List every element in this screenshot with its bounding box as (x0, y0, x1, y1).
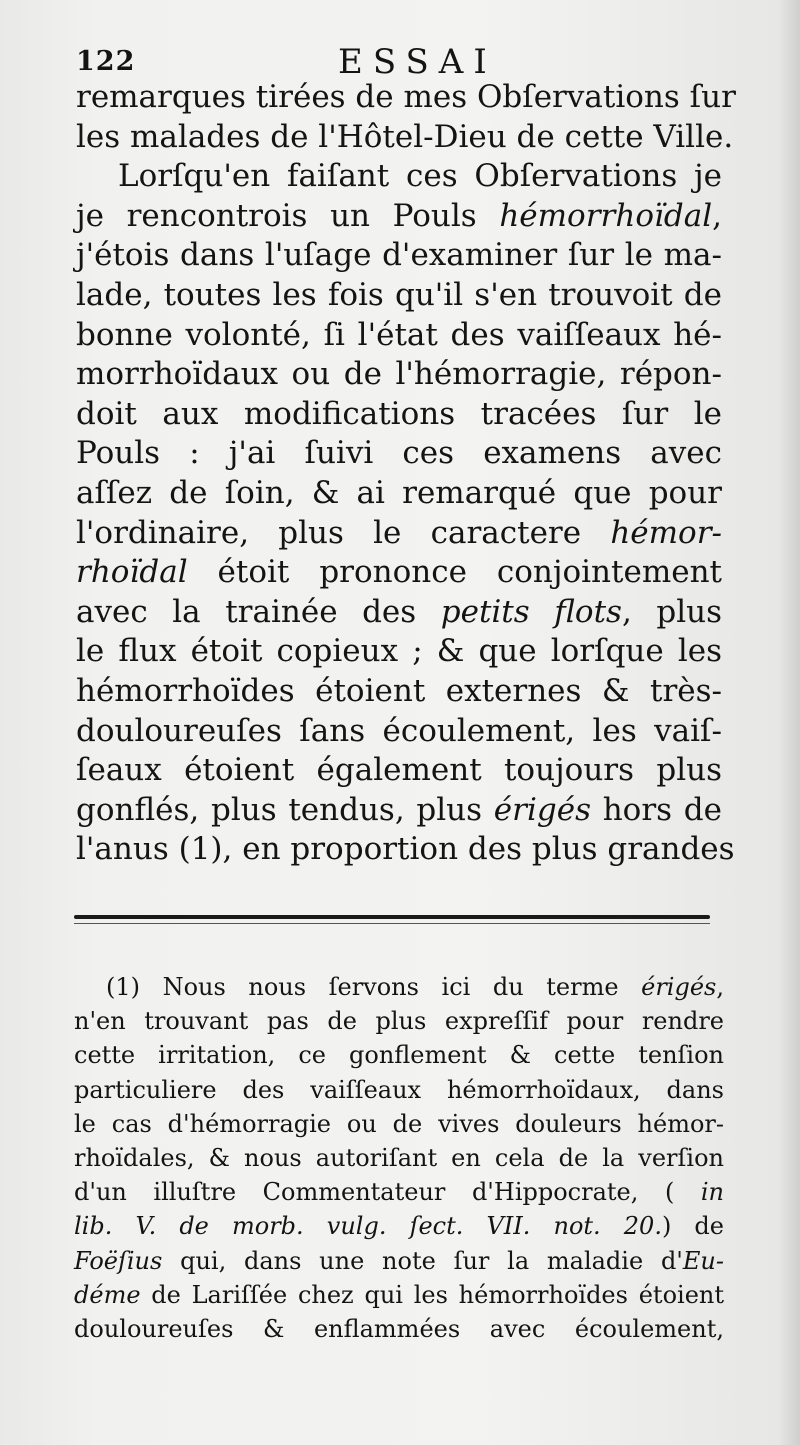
body-line-text: avec la trainée des (76, 593, 441, 630)
footnote-line-text: ) de (661, 1212, 724, 1241)
footnote-line (74, 1004, 724, 1038)
body-line (76, 712, 722, 752)
body-line-text: ſeaux étoient également toujours plus (76, 752, 722, 789)
body-line-text: hémorrhoïdal (499, 197, 713, 234)
body-line-text: le flux étoit copieux ; & que lorſque les (76, 633, 722, 670)
footnote-line-text: rhoïdales, & nous autoriſant en cela de la verſion (74, 1143, 724, 1172)
body-line (76, 553, 722, 593)
footnote-line (74, 1244, 724, 1278)
body-line (76, 276, 722, 316)
body-line-text: remarques tirées de mes Obſervations ſur (76, 79, 736, 115)
body-line (76, 830, 735, 870)
footnote-line-text: Foëſius (74, 1246, 163, 1275)
footnote-line-text: qui, dans une note ſur la maladie d' (162, 1246, 683, 1275)
footnote-line-text: n'en trouvant pas de plus expreſſif pour rendre (74, 1007, 724, 1036)
body-line (76, 157, 722, 197)
body-line-text: doit aux modifications tracées ſur le (76, 395, 722, 432)
body-line-text: érigés (493, 791, 591, 828)
footnote-line-text: lib. V. de morb. vulg. ſect. VII. not. 20. (74, 1212, 662, 1241)
body-line (76, 197, 722, 237)
footnote-line (74, 1175, 724, 1209)
footnote-line-text: douloureuſes & enflammées avec écoulement, (74, 1314, 724, 1343)
body-line (76, 236, 722, 276)
body-line-text: petits flots (440, 593, 622, 630)
body-line (76, 434, 722, 474)
page-header (76, 42, 720, 82)
body-line-text: hors de (590, 791, 722, 828)
body-line-text: j'étois dans l'uſage d'examiner ſur le ma- (76, 237, 722, 274)
footnote-line-text: le cas d'hémorragie ou de vives douleurs hémor- (74, 1109, 724, 1138)
body-line (76, 474, 722, 514)
footnote-line-text: Eu- (682, 1246, 724, 1275)
footnote-line (74, 1107, 724, 1141)
body-line (76, 395, 722, 435)
footnote-line-text: , (716, 973, 724, 1001)
body-line (76, 632, 722, 672)
footnote-line (74, 1278, 724, 1312)
body-line (76, 593, 722, 633)
footnote-line-text: (1) Nous nous ſervons ici du terme (106, 973, 642, 1001)
body-line-text: , (712, 197, 722, 234)
body-line-text: douloureuſes ſans écoulement, les vaiſ- (76, 712, 722, 749)
footnote-separator-hairline (74, 923, 710, 924)
body-line (76, 118, 734, 158)
body-line-text: gonflés, plus tendus, plus (76, 791, 494, 828)
footnote-separator-rule (74, 915, 710, 919)
body-line (76, 751, 722, 791)
footnote-line (74, 1073, 724, 1107)
body-line (76, 791, 722, 831)
body-line-text: l'anus (1), en proportion des plus grandes (76, 831, 735, 868)
body-line-text: lade, toutes les fois qu'il s'en trouvoit de (76, 276, 722, 313)
body-line-text: rhoïdal (76, 554, 188, 591)
body-line (76, 355, 722, 395)
body-line (76, 78, 736, 118)
footnote-line-text: érigés (641, 973, 717, 1001)
footnote-block (74, 970, 724, 1346)
body-line-text: Pouls : j'ai ſuivi ces examens avec (76, 435, 722, 472)
body-line (76, 316, 722, 356)
body-line-text: hémorrhoïdes étoient externes & très- (76, 672, 722, 709)
body-line-text: morrhoïdaux ou de l'hémorragie, répon- (76, 356, 722, 393)
footnote-line-text: cette irritation, ce gonflement & cette tenſion (74, 1041, 724, 1070)
body-line (76, 672, 722, 712)
body-line-text: hémor- (610, 514, 722, 551)
footnote-line (74, 1209, 724, 1243)
body-line (76, 514, 722, 554)
body-line-text: l'ordinaire, plus le caractere (76, 514, 611, 551)
body-line-text: les malades de l'Hôtel-Dieu de cette Ville. (76, 118, 734, 155)
footnote-line (74, 1141, 724, 1175)
footnote-line-text: particuliere des vaiſſeaux hémorrhoïdaux, dans (74, 1075, 724, 1104)
main-text-block (76, 78, 736, 870)
footnote-line-text: d'un illuſtre Commentateur d'Hippocrate, ( (74, 1178, 701, 1207)
footnote-line-text: in (700, 1178, 724, 1207)
footnote-line (74, 1312, 724, 1346)
body-line-text: Lorſqu'en faiſant ces Obſervations je (118, 158, 722, 195)
body-line-text: étoit prononce conjointement (187, 554, 722, 591)
footnote-line-text: de Lariſſée chez qui les hémorrhoïdes étoient (140, 1280, 724, 1309)
body-line-text: bonne volonté, ſi l'état des vaiſſeaux hé- (76, 316, 722, 353)
page-edge-shadow (778, 0, 800, 1445)
body-line-text: aſſez de ſoin, & ai remarqué que pour (76, 474, 722, 511)
running-head: ESSAI (338, 42, 497, 82)
body-line-text: , plus (621, 593, 722, 630)
footnote-line (74, 1038, 724, 1072)
body-line-text: je rencontrois un Pouls (76, 197, 500, 234)
footnote-line (74, 970, 724, 1004)
page-number: 122 (76, 46, 136, 77)
footnote-line-text: déme (74, 1280, 141, 1309)
